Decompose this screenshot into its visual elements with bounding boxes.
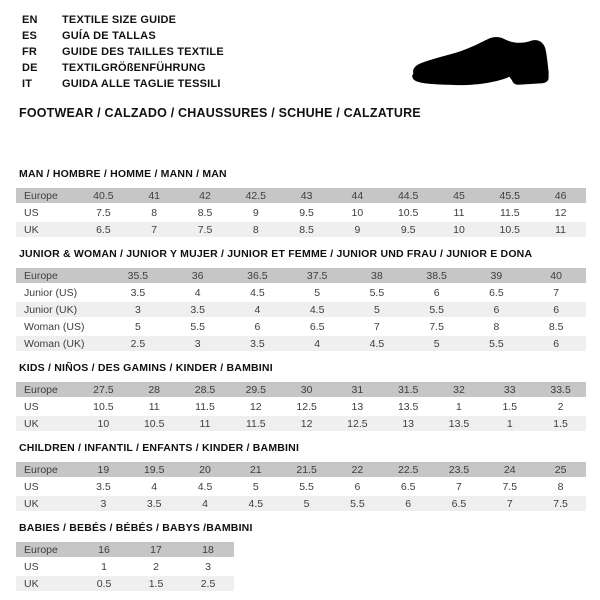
size-cell: 43: [281, 188, 332, 203]
row-label: Europe: [16, 542, 78, 557]
size-cell: 6: [383, 496, 434, 511]
size-cell: 6.5: [434, 496, 485, 511]
size-cell: 19.5: [129, 462, 180, 477]
size-cell: 2.5: [182, 576, 234, 591]
section-title: CHILDREN / INFANTIL / ENFANTS / KINDER / BAMBINI: [19, 442, 300, 454]
size-cell: 27.5: [78, 382, 129, 397]
size-cell: 23.5: [434, 462, 485, 477]
size-cell: 8: [129, 205, 180, 220]
row-label: Europe: [16, 268, 108, 283]
size-cell: 22.5: [383, 462, 434, 477]
size-cell: 3.5: [108, 285, 168, 300]
size-cell: 42.5: [230, 188, 281, 203]
row-label: Woman (US): [16, 319, 108, 334]
section-man: [16, 168, 586, 239]
size-cell: 4: [168, 285, 228, 300]
lang-label: GUÍA DE TALLAS: [62, 30, 156, 42]
size-cell: 40.5: [78, 188, 129, 203]
size-cell: 11.5: [180, 399, 231, 414]
size-cell: 46: [535, 188, 586, 203]
category-title: FOOTWEAR / CALZADO / CHAUSSURES / SCHUHE / CALZATURE: [19, 106, 421, 120]
size-cell: 8.5: [180, 205, 231, 220]
size-cell: 8: [467, 319, 527, 334]
size-cell: 30: [281, 382, 332, 397]
size-cell: 7.5: [78, 205, 129, 220]
size-cell: 22: [332, 462, 383, 477]
kids-size-table: [16, 380, 586, 433]
size-cell: 10: [434, 222, 485, 237]
size-cell: 4: [129, 479, 180, 494]
size-cell: 9.5: [383, 222, 434, 237]
size-cell: 12: [230, 399, 281, 414]
row-label: Europe: [16, 462, 78, 477]
size-cell: 6.5: [78, 222, 129, 237]
size-cell: 6: [407, 285, 467, 300]
size-cell: 9: [332, 222, 383, 237]
table-row: [16, 319, 586, 334]
lang-label: TEXTILE SIZE GUIDE: [62, 14, 177, 26]
section-title: BABIES / BEBÉS / BÉBÉS / BABYS /BAMBINI: [19, 522, 253, 534]
table-row: [16, 496, 586, 511]
section-title: KIDS / NIÑOS / DES GAMINS / KINDER / BAMBINI: [19, 362, 273, 374]
size-cell: 4.5: [347, 336, 407, 351]
size-cell: 7.5: [407, 319, 467, 334]
size-cell: 28: [129, 382, 180, 397]
lang-code: DE: [22, 62, 38, 74]
size-cell: 3.5: [168, 302, 228, 317]
size-cell: 6: [332, 479, 383, 494]
lang-label: TEXTILGRÖßENFÜHRUNG: [62, 62, 206, 74]
size-cell: 20: [180, 462, 231, 477]
size-cell: 7.5: [484, 479, 535, 494]
lang-code: ES: [22, 30, 38, 42]
table-row: [16, 205, 586, 220]
size-cell: 19: [78, 462, 129, 477]
row-label: UK: [16, 576, 78, 591]
size-cell: 10.5: [383, 205, 434, 220]
row-label: Woman (UK): [16, 336, 108, 351]
size-cell: 13: [383, 416, 434, 431]
table-row: [16, 479, 586, 494]
size-cell: 5: [281, 496, 332, 511]
size-cell: 36: [168, 268, 228, 283]
size-cell: 7.5: [535, 496, 586, 511]
section-kids: [16, 362, 586, 433]
size-cell: 45.5: [484, 188, 535, 203]
size-cell: 4.5: [180, 479, 231, 494]
size-cell: 32: [434, 382, 485, 397]
size-cell: 3.5: [78, 479, 129, 494]
dress-shoe-icon: [394, 20, 580, 108]
row-label: US: [16, 399, 78, 414]
row-label: Europe: [16, 188, 78, 203]
size-cell: 4.5: [230, 496, 281, 511]
size-cell: 5: [230, 479, 281, 494]
size-cell: 2: [130, 559, 182, 574]
size-cell: 10: [78, 416, 129, 431]
size-cell: 18: [182, 542, 234, 557]
table-row: [16, 559, 234, 574]
size-cell: 13.5: [383, 399, 434, 414]
man-size-table: [16, 186, 586, 239]
size-cell: 11: [434, 205, 485, 220]
lang-code: FR: [22, 46, 38, 58]
size-cell: 3: [78, 496, 129, 511]
table-row: [16, 336, 586, 351]
size-cell: 11: [535, 222, 586, 237]
row-label: US: [16, 559, 78, 574]
size-cell: 28.5: [180, 382, 231, 397]
table-row: [16, 542, 234, 557]
size-cell: 10.5: [78, 399, 129, 414]
size-cell: 8.5: [281, 222, 332, 237]
size-cell: 35.5: [108, 268, 168, 283]
size-cell: 31: [332, 382, 383, 397]
table-row: [16, 382, 586, 397]
size-cell: 7: [526, 285, 586, 300]
table-row: [16, 416, 586, 431]
size-cell: 6: [526, 336, 586, 351]
children-size-table: [16, 460, 586, 513]
table-row: [16, 576, 234, 591]
size-cell: 33.5: [535, 382, 586, 397]
size-cell: 37.5: [287, 268, 347, 283]
size-cell: 9: [230, 205, 281, 220]
table-row: [16, 302, 586, 317]
size-cell: 36.5: [228, 268, 288, 283]
size-cell: 2.5: [108, 336, 168, 351]
section-babies: [16, 522, 586, 593]
row-label: US: [16, 479, 78, 494]
size-cell: 1: [78, 559, 130, 574]
size-cell: 16: [78, 542, 130, 557]
size-cell: 4: [180, 496, 231, 511]
table-row: [16, 285, 586, 300]
size-cell: 10: [332, 205, 383, 220]
size-cell: 44: [332, 188, 383, 203]
size-cell: 42: [180, 188, 231, 203]
table-row: [16, 222, 586, 237]
size-cell: 5.5: [467, 336, 527, 351]
size-cell: 3: [108, 302, 168, 317]
size-cell: 9.5: [281, 205, 332, 220]
size-cell: 1.5: [484, 399, 535, 414]
size-cell: 11: [180, 416, 231, 431]
size-cell: 7.5: [180, 222, 231, 237]
size-cell: 1.5: [535, 416, 586, 431]
size-cell: 7: [347, 319, 407, 334]
lang-code: IT: [22, 78, 33, 90]
size-cell: 44.5: [383, 188, 434, 203]
row-label: Europe: [16, 382, 78, 397]
size-cell: 1: [434, 399, 485, 414]
section-junior-woman: [16, 248, 586, 353]
babies-size-table: [16, 540, 234, 593]
size-cell: 1: [484, 416, 535, 431]
size-cell: 6: [526, 302, 586, 317]
size-cell: 8.5: [526, 319, 586, 334]
size-cell: 24: [484, 462, 535, 477]
size-cell: 6.5: [467, 285, 527, 300]
size-cell: 12: [281, 416, 332, 431]
size-cell: 5: [287, 285, 347, 300]
size-cell: 5.5: [407, 302, 467, 317]
size-cell: 6: [228, 319, 288, 334]
size-cell: 17: [130, 542, 182, 557]
size-cell: 13.5: [434, 416, 485, 431]
size-cell: 5: [108, 319, 168, 334]
size-cell: 8: [535, 479, 586, 494]
size-cell: 7: [434, 479, 485, 494]
row-label: Junior (UK): [16, 302, 108, 317]
size-cell: 6.5: [287, 319, 347, 334]
table-row: [16, 268, 586, 283]
size-cell: 5: [347, 302, 407, 317]
size-cell: 7: [484, 496, 535, 511]
size-cell: 38.5: [407, 268, 467, 283]
table-row: [16, 188, 586, 203]
size-cell: 5.5: [281, 479, 332, 494]
size-cell: 8: [230, 222, 281, 237]
size-cell: 39: [467, 268, 527, 283]
size-cell: 5.5: [168, 319, 228, 334]
size-cell: 6.5: [383, 479, 434, 494]
size-cell: 31.5: [383, 382, 434, 397]
junior-woman-size-table: [16, 266, 586, 353]
row-label: UK: [16, 222, 78, 237]
size-cell: 21: [230, 462, 281, 477]
size-cell: 10.5: [484, 222, 535, 237]
size-cell: 10.5: [129, 416, 180, 431]
size-cell: 11: [129, 399, 180, 414]
row-label: UK: [16, 416, 78, 431]
size-cell: 4: [287, 336, 347, 351]
size-cell: 4.5: [228, 285, 288, 300]
size-cell: 12: [535, 205, 586, 220]
lang-code: EN: [22, 14, 38, 26]
table-row: [16, 462, 586, 477]
size-cell: 3: [168, 336, 228, 351]
size-cell: 2: [535, 399, 586, 414]
size-cell: 33: [484, 382, 535, 397]
row-label: US: [16, 205, 78, 220]
size-cell: 3.5: [129, 496, 180, 511]
size-cell: 13: [332, 399, 383, 414]
size-cell: 7: [129, 222, 180, 237]
row-label: Junior (US): [16, 285, 108, 300]
section-children: [16, 442, 586, 513]
size-cell: 11.5: [230, 416, 281, 431]
size-cell: 5.5: [347, 285, 407, 300]
size-cell: 4: [228, 302, 288, 317]
row-label: UK: [16, 496, 78, 511]
size-cell: 1.5: [130, 576, 182, 591]
size-cell: 3.5: [228, 336, 288, 351]
size-cell: 29.5: [230, 382, 281, 397]
lang-label: GUIDE DES TAILLES TEXTILE: [62, 46, 224, 58]
size-cell: 12.5: [281, 399, 332, 414]
size-cell: 4.5: [287, 302, 347, 317]
size-cell: 21.5: [281, 462, 332, 477]
size-cell: 3: [182, 559, 234, 574]
size-tables: [16, 168, 586, 593]
size-cell: 5.5: [332, 496, 383, 511]
size-cell: 0.5: [78, 576, 130, 591]
size-cell: 5: [407, 336, 467, 351]
lang-label: GUIDA ALLE TAGLIE TESSILI: [62, 78, 221, 90]
size-cell: 12.5: [332, 416, 383, 431]
size-cell: 11.5: [484, 205, 535, 220]
section-title: JUNIOR & WOMAN / JUNIOR Y MUJER / JUNIOR ET FEMME / JUNIOR UND FRAU / JUNIOR E DONA: [19, 248, 533, 260]
size-cell: 25: [535, 462, 586, 477]
size-cell: 38: [347, 268, 407, 283]
size-cell: 6: [467, 302, 527, 317]
size-cell: 45: [434, 188, 485, 203]
table-row: [16, 399, 586, 414]
section-title: MAN / HOMBRE / HOMME / MANN / MAN: [19, 168, 227, 180]
size-cell: 41: [129, 188, 180, 203]
size-cell: 40: [526, 268, 586, 283]
